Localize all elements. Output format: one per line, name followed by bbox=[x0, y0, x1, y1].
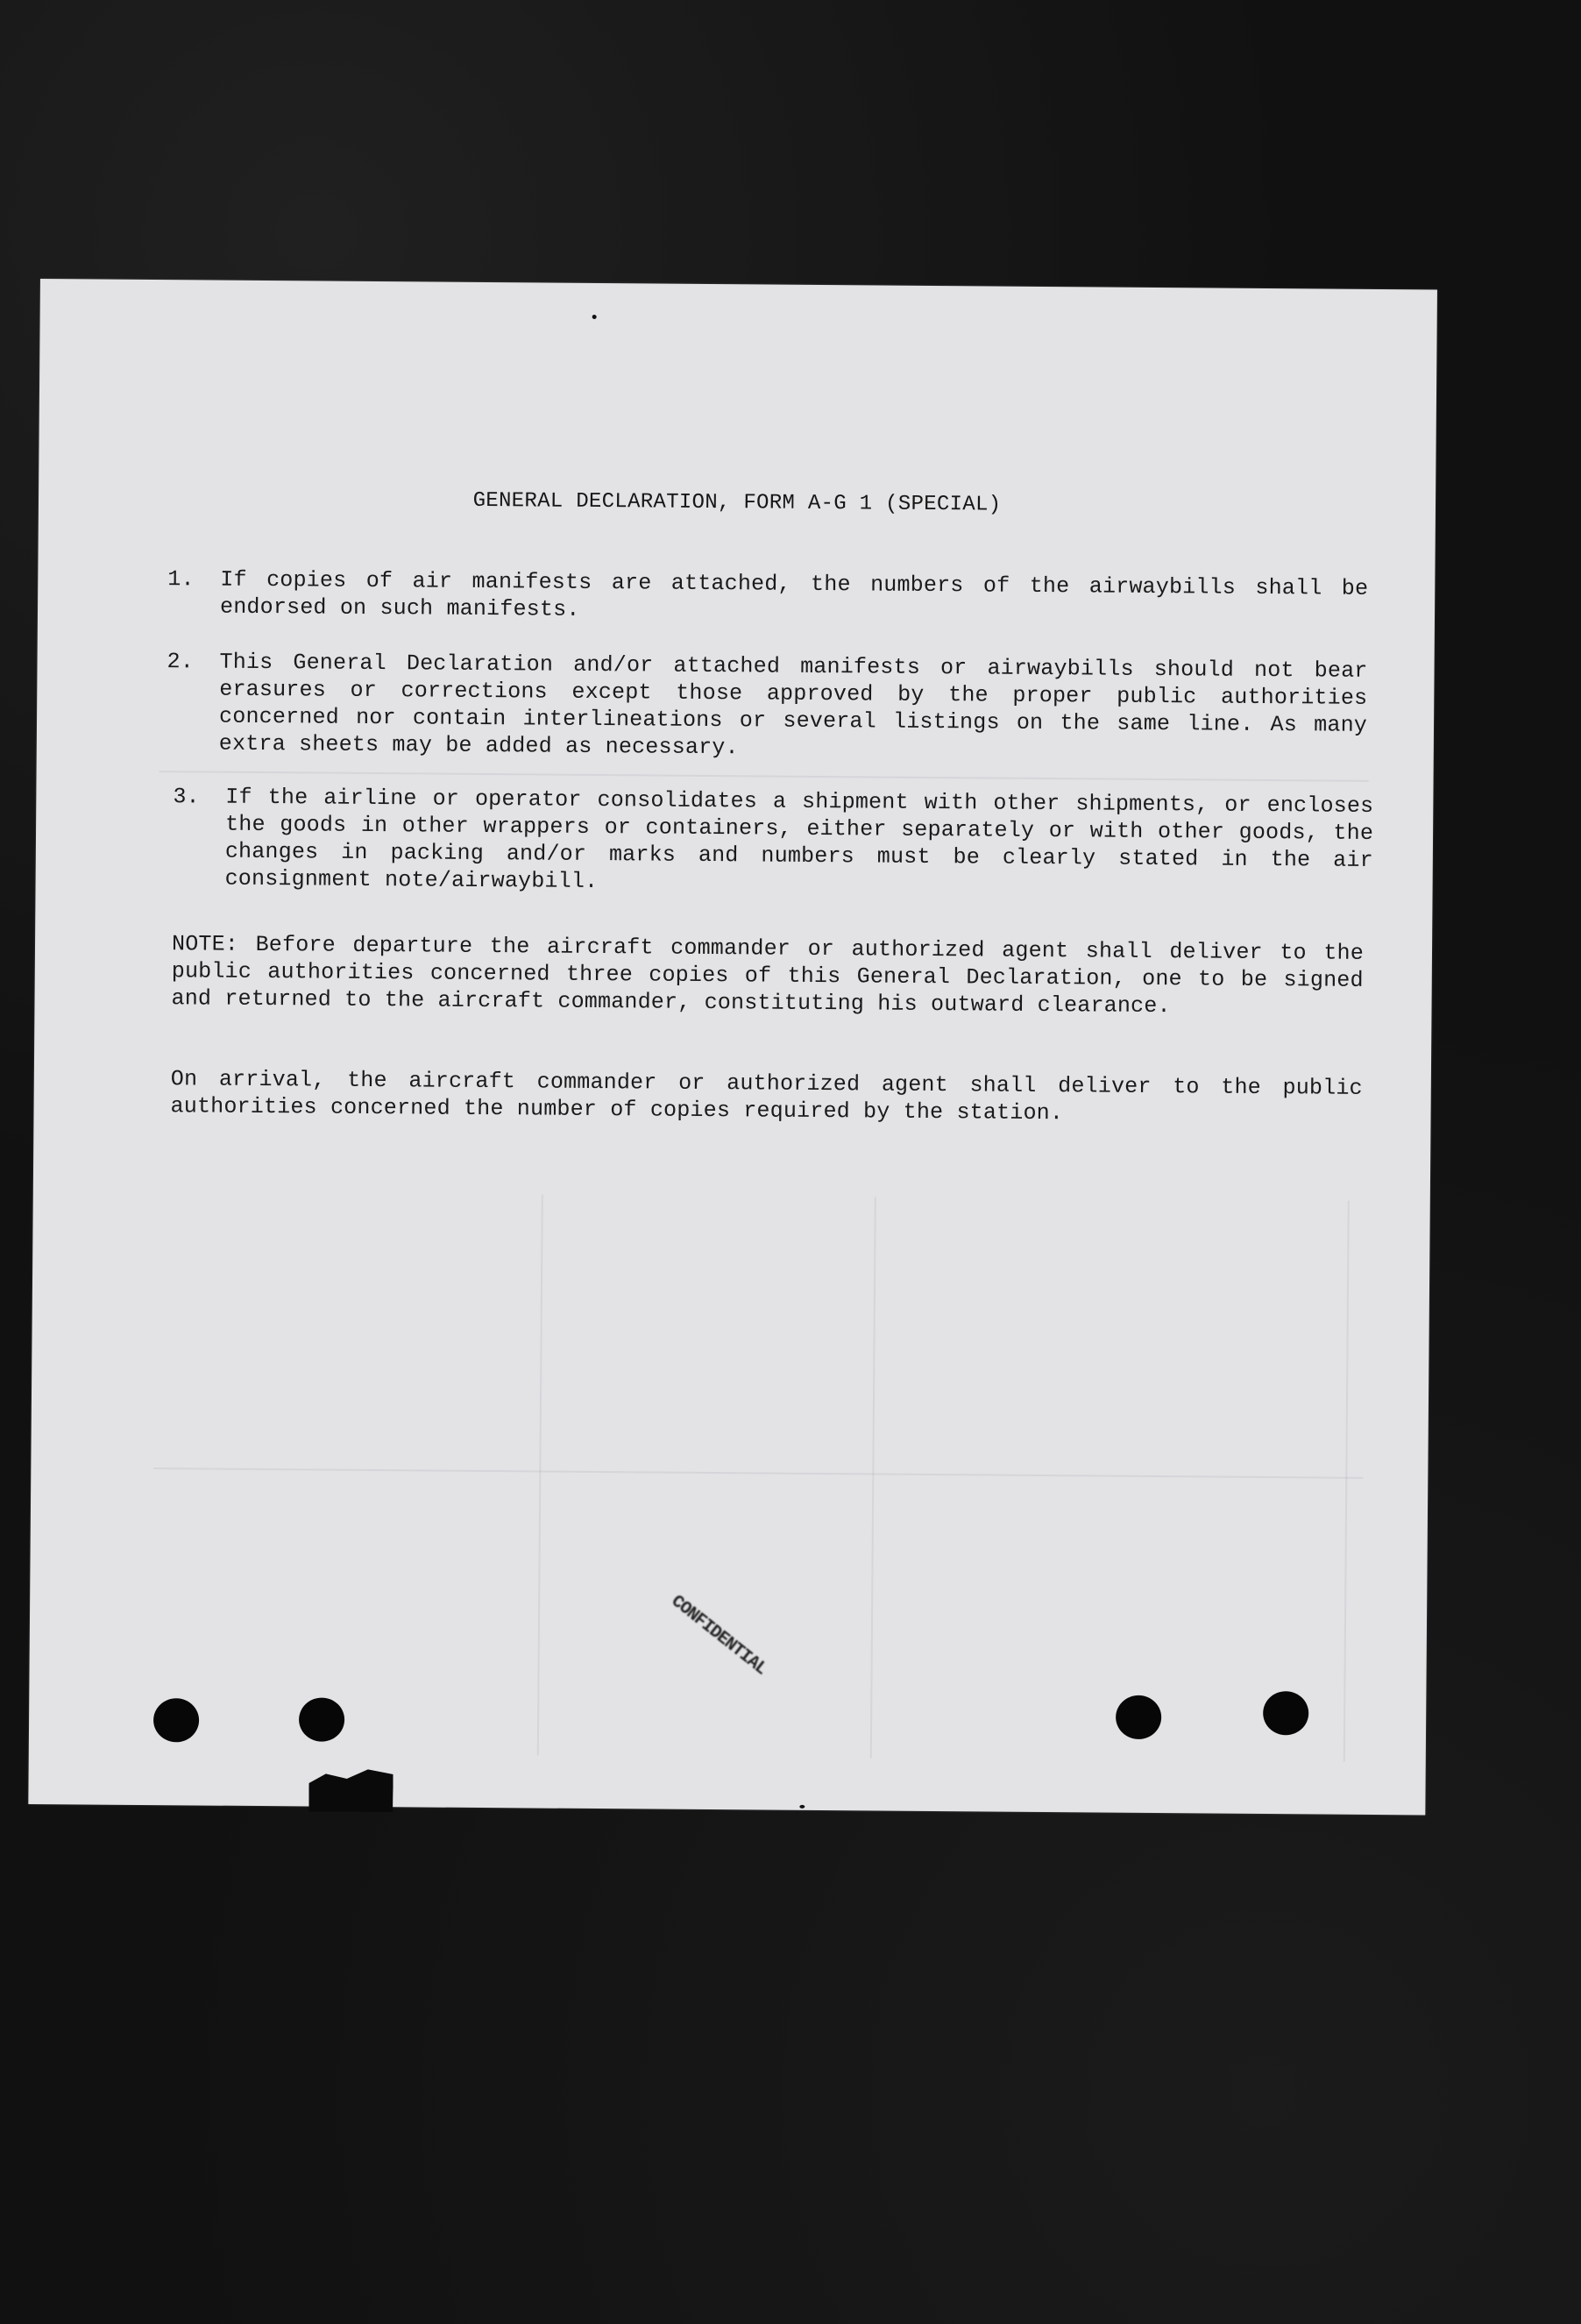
punch-hole bbox=[299, 1697, 344, 1741]
ink-speck bbox=[799, 1805, 805, 1809]
item-text: This General Declaration and/or attached manifests or airwaybills should not bear erasures or corrections except those approved by the proper public authorities concerned nor contain interlineations or several listings on the same line. As many extra sheets may be added as necessary. bbox=[218, 649, 1368, 761]
item-number: 3. bbox=[173, 784, 200, 810]
note-departure: NOTE: Before departure the aircraft commander or authorized agent shall deliver to the public authorities concerned three copies of this General Declaration, one to be signed and returned to the aircraft commander, constituting his outward clearance. bbox=[171, 931, 1365, 1020]
item-text: If the airline or operator consolidates a shipment with other shipments, or encloses the goods in other wrappers or containers, either separately or with other goods, the changes in packing and/or marks and numbers must be clearly stated in the air consignment note/airwaybill. bbox=[224, 784, 1374, 895]
item-number: 1. bbox=[167, 566, 195, 593]
confidential-stamp: CONFIDENTIAL bbox=[667, 1591, 770, 1680]
bleed-through-line bbox=[537, 1195, 543, 1756]
note-arrival: On arrival, the aircraft commander or authorized agent shall deliver to the public authorities concerned the number of copies required by the station. bbox=[170, 1066, 1363, 1126]
instruction-item-2 bbox=[167, 648, 1368, 770]
page-title: GENERAL DECLARATION, FORM A-G 1 (SPECIAL) bbox=[472, 488, 1002, 517]
bleed-through-line bbox=[153, 1468, 1363, 1479]
bleed-through-line bbox=[160, 771, 1369, 782]
torn-edge bbox=[308, 1764, 393, 1812]
bleed-through-line bbox=[870, 1198, 876, 1759]
item-number: 2. bbox=[167, 649, 195, 675]
instruction-item-3 bbox=[172, 783, 1373, 905]
punch-hole bbox=[1263, 1691, 1308, 1735]
document-page bbox=[28, 279, 1437, 1815]
bleed-through-line bbox=[1343, 1201, 1350, 1762]
punch-hole bbox=[153, 1698, 199, 1742]
punch-hole bbox=[1116, 1695, 1161, 1739]
ink-speck bbox=[592, 315, 597, 319]
instruction-item-1 bbox=[167, 565, 1368, 631]
item-text: If copies of air manifests are attached, the numbers of the airwaybills shall be endorsed on such manifests. bbox=[219, 566, 1369, 622]
